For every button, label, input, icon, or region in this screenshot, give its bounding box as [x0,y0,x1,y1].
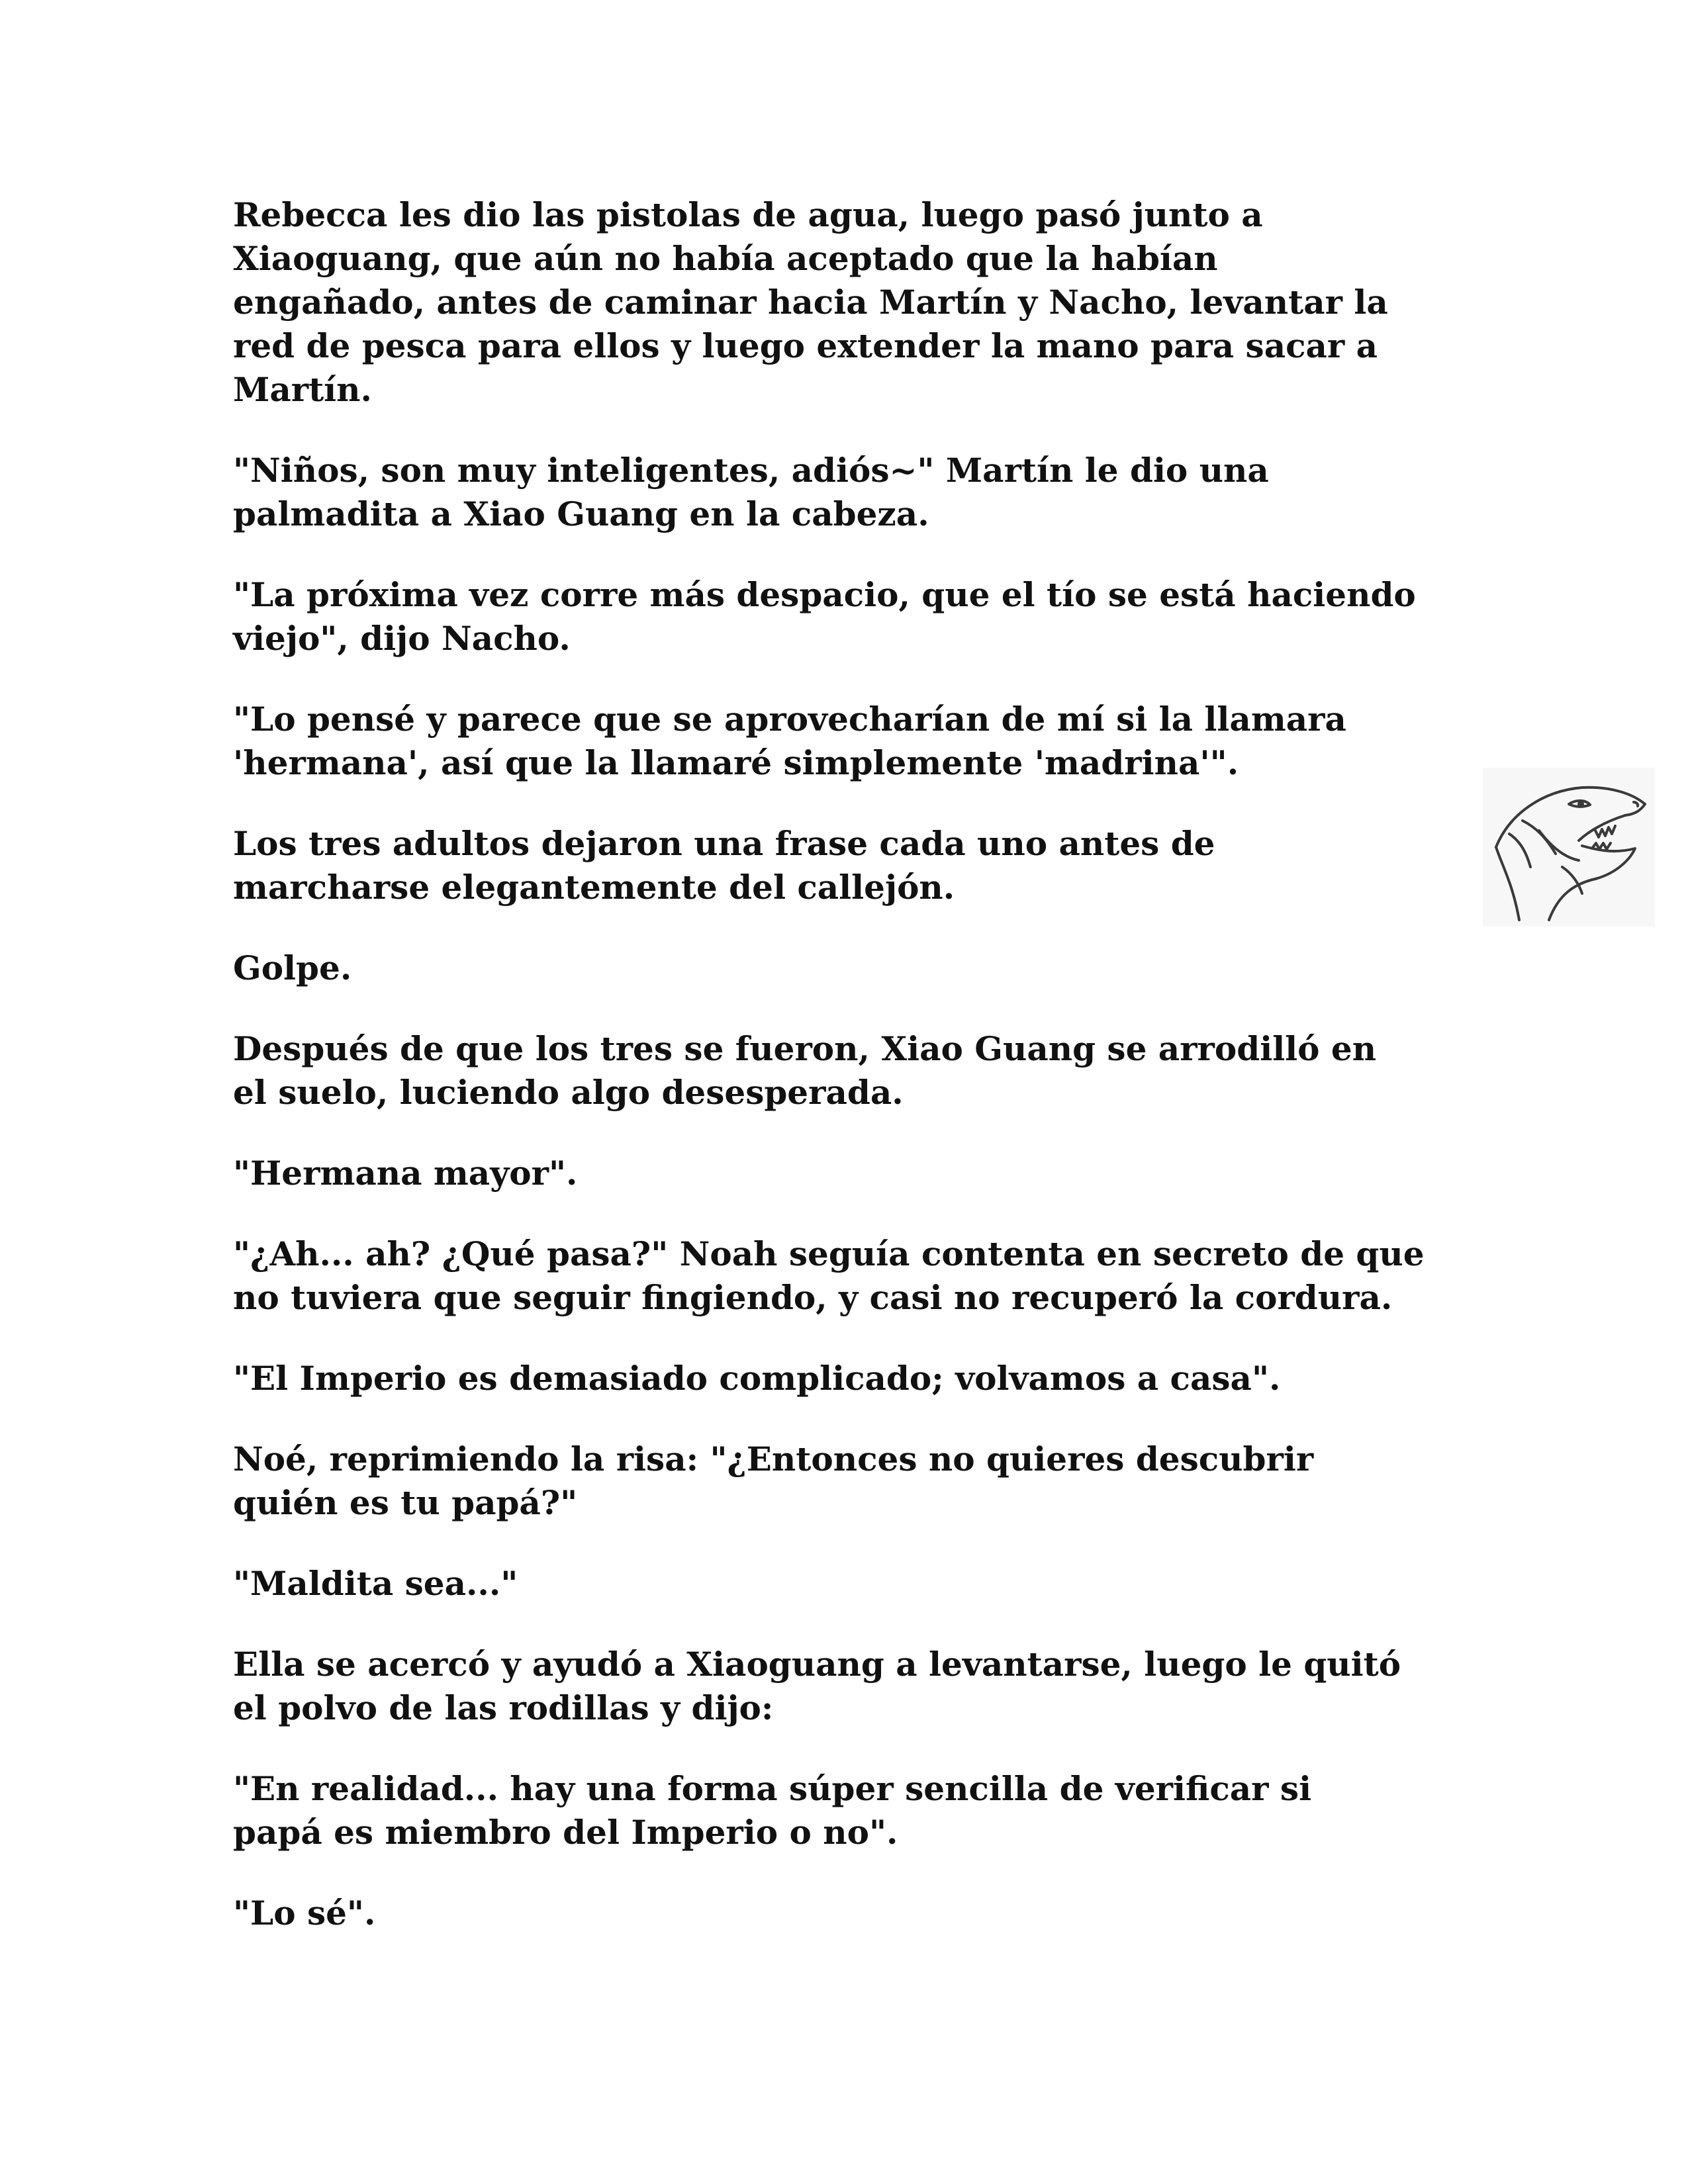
text-line: marcharse elegantemente del callejón. [233,868,955,907]
text-line: Rebecca les dio las pistolas de agua, luego pasó junto a [233,195,1263,234]
paragraph [233,822,1477,909]
body-text [233,193,1477,1972]
paragraph [233,573,1477,660]
text-line: "El Imperio es demasiado complicado; volvamos a casa". [233,1359,1281,1398]
text-line: "¿Ah... ah? ¿Qué pasa?" Noah seguía contenta en secreto de que [233,1234,1425,1273]
text-line: "Hermana mayor". [233,1154,578,1193]
text-line: 'hermana', así que la llamaré simplemente 'madrina'". [233,743,1239,782]
paragraph [233,1767,1477,1854]
text-line: "Niños, son muy inteligentes, adiós~" Martín le dio una [233,451,1269,490]
paragraph [233,1643,1477,1730]
text-line: "Lo pensé y parece que se aprovecharían de mí si la llamara [233,700,1346,739]
paragraph [233,1232,1477,1320]
paragraph [233,698,1477,785]
text-line: quién es tu papá?" [233,1483,578,1522]
text-line: Después de que los tres se fueron, Xiao Guang se arrodilló en [233,1029,1377,1068]
text-line: engañado, antes de caminar hacia Martín y Nacho, levantar la [233,283,1388,322]
paragraph [233,946,1477,990]
text-line: el suelo, luciendo algo desesperada. [233,1073,904,1112]
text-line: "Maldita sea..." [233,1564,518,1603]
paragraph [233,1152,1477,1195]
text-line: papá es miembro del Imperio o no". [233,1813,898,1852]
paragraph [233,1027,1477,1115]
text-line: viejo", dijo Nacho. [233,619,571,658]
paragraph [233,1562,1477,1606]
paragraph [233,1891,1477,1935]
text-line: "En realidad... hay una forma súper sencilla de verificar si [233,1769,1312,1808]
paragraph [233,1437,1477,1525]
paragraph [233,1357,1477,1400]
text-line: Ella se acercó y ayudó a Xiaoguang a levantarse, luego le quitó [233,1645,1401,1684]
text-line: Martín. [233,370,372,409]
text-line: no tuviera que seguir fingiendo, y casi no recuperó la cordura. [233,1278,1393,1317]
text-line: "Lo sé". [233,1893,376,1933]
text-line: red de pesca para ellos y luego extender la mano para sacar a [233,326,1378,365]
text-line: Los tres adultos dejaron una frase cada uno antes de [233,824,1215,863]
text-line: Noé, reprimiendo la risa: "¿Entonces no quieres descubrir [233,1439,1314,1479]
text-line: Golpe. [233,948,352,987]
paragraph [233,193,1477,412]
text-line: palmadita a Xiao Guang en la cabeza. [233,494,929,533]
text-line: el polvo de las rodillas y dijo: [233,1688,774,1727]
text-line: Xiaoguang, que aún no había aceptado que la habían [233,239,1218,278]
paragraph [233,449,1477,536]
text-line: "La próxima vez corre más despacio, que el tío se está haciendo [233,575,1416,614]
dinosaur-sketch-icon [1483,768,1655,927]
